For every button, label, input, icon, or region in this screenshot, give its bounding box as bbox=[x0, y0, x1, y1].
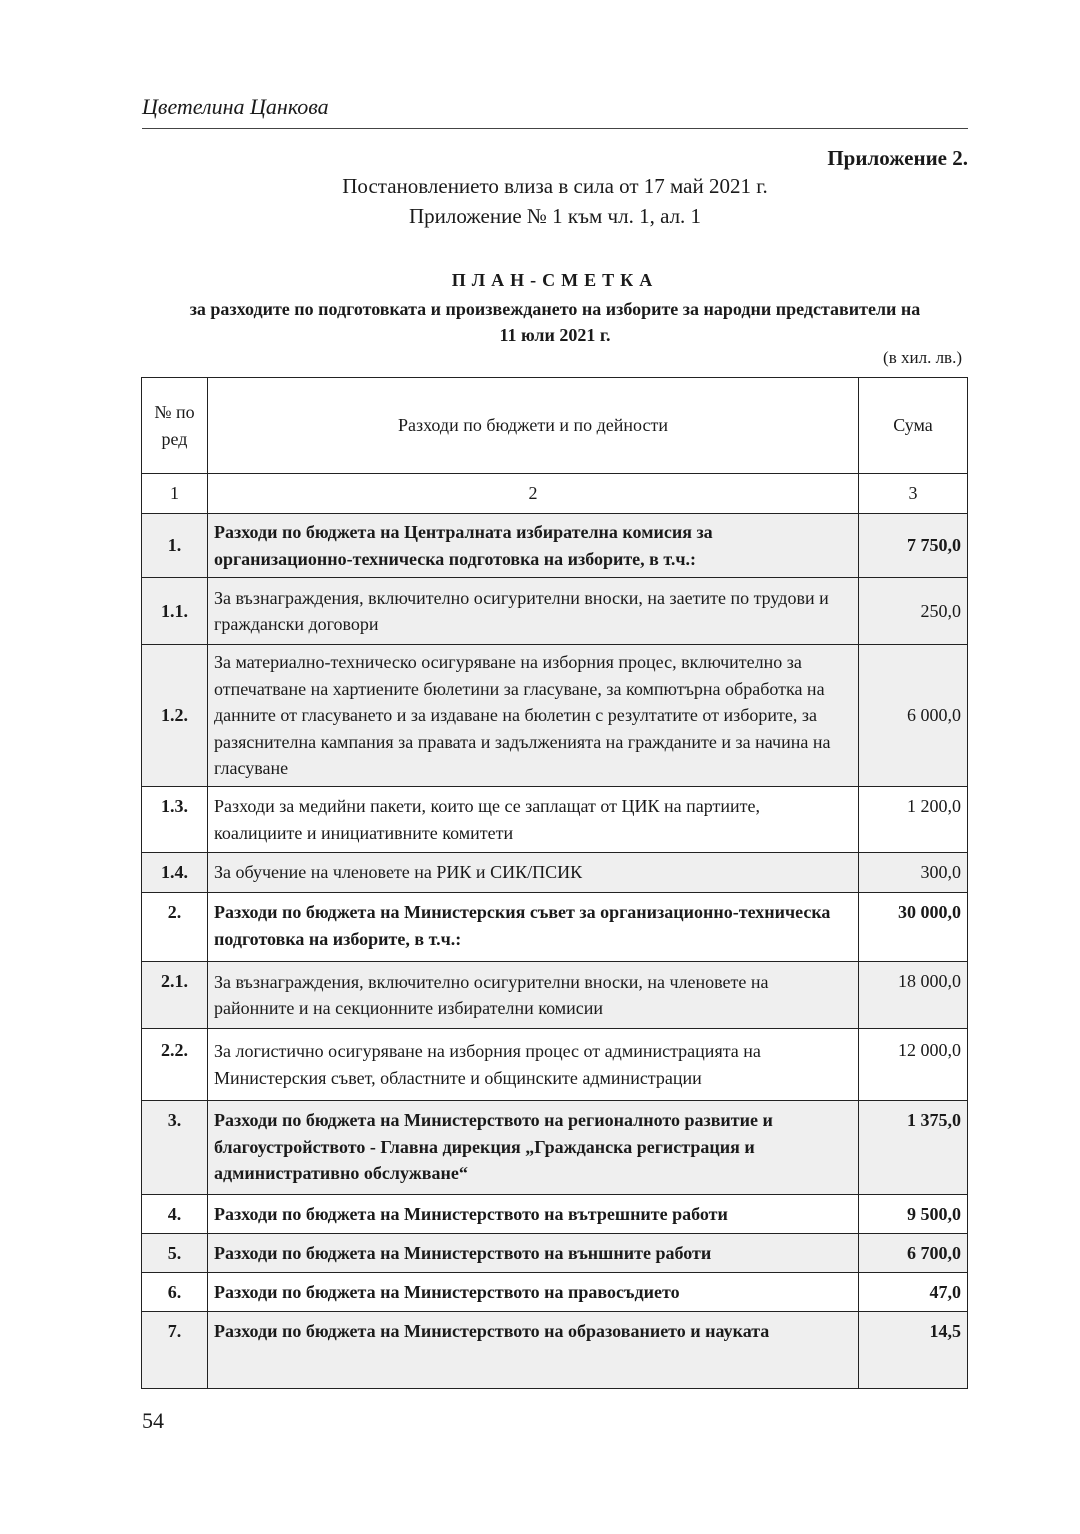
document-subtitle: за разходите по подготовката и произвеждането на изборите за народни представители на 11 юли 2021 г. bbox=[189, 299, 921, 345]
row-number: 2.1. bbox=[142, 962, 208, 1029]
table-row bbox=[142, 1312, 968, 1389]
annex-line: Приложение № 1 към чл. 1, ал. 1 bbox=[408, 204, 702, 228]
row-number: 1.3. bbox=[142, 787, 208, 853]
table-row bbox=[142, 787, 968, 853]
row-description: За логистично осигуряване на изборния процес от администрацията на Министерския съвет, областните и общинските администрации bbox=[208, 1029, 859, 1101]
row-sum: 7 750,0 bbox=[859, 514, 968, 578]
row-number: 1.2. bbox=[142, 645, 208, 787]
row-description: Разходи за медийни пакети, които ще се заплащат от ЦИК на партиите, коалициите и инициативните комитети bbox=[208, 787, 859, 853]
row-number: 4. bbox=[142, 1195, 208, 1234]
row-sum: 47,0 bbox=[859, 1273, 968, 1312]
page-number: 54 bbox=[142, 1408, 164, 1433]
row-description: За материално-техническо осигуряване на изборния процес, включително за отпечатване на хартиените бюлетини за гласуване, за компютърна обработка на данните от гласуването и за издаване на бюлетин с резултатите от изборите, за разяснителна кампания за правата и задълженията на гражданите и за начина на гласуване bbox=[208, 645, 859, 787]
row-sum: 6 000,0 bbox=[859, 645, 968, 787]
row-sum: 9 500,0 bbox=[859, 1195, 968, 1234]
table-row bbox=[142, 578, 968, 645]
row-number: 2.2. bbox=[142, 1029, 208, 1101]
row-number: 7. bbox=[142, 1312, 208, 1389]
row-sum: 300,0 bbox=[859, 853, 968, 893]
row-sum: 6 700,0 bbox=[859, 1234, 968, 1273]
row-sum: 18 000,0 bbox=[859, 962, 968, 1029]
column-number: 2 bbox=[208, 474, 859, 514]
units-note: (в хил. лв.) bbox=[883, 348, 962, 367]
row-description: Разходи по бюджета на Министерството на регионалното развитие и благоустройството - Главна дирекция „Гражданска регистрация и административно обслужване“ bbox=[208, 1101, 859, 1195]
table-row bbox=[142, 1029, 968, 1101]
column-number: 3 bbox=[859, 474, 968, 514]
row-number: 1. bbox=[142, 514, 208, 578]
row-number: 1.1. bbox=[142, 578, 208, 645]
column-number-row bbox=[142, 474, 968, 514]
row-number: 1.4. bbox=[142, 853, 208, 893]
row-sum: 14,5 bbox=[859, 1312, 968, 1389]
row-number: 5. bbox=[142, 1234, 208, 1273]
header-number: № по ред bbox=[142, 378, 208, 474]
row-description: Разходи по бюджета на Министерството на образованието и науката bbox=[208, 1312, 859, 1389]
table-row bbox=[142, 962, 968, 1029]
table-row bbox=[142, 893, 968, 962]
row-number: 3. bbox=[142, 1101, 208, 1195]
column-number: 1 bbox=[142, 474, 208, 514]
row-description: За възнаграждения, включително осигурителни вноски, на членовете на районните и на секционните избирателни комисии bbox=[208, 962, 859, 1029]
header-rule bbox=[142, 128, 968, 129]
row-description: За възнаграждения, включително осигурителни вноски, на заетите по трудови и граждански договори bbox=[208, 578, 859, 645]
table-row bbox=[142, 1195, 968, 1234]
row-number: 6. bbox=[142, 1273, 208, 1312]
budget-table bbox=[141, 377, 968, 1389]
row-sum: 250,0 bbox=[859, 578, 968, 645]
row-description: Разходи по бюджета на Централната избирателна комисия за организационно-техническа подготовка на изборите, в т.ч.: bbox=[208, 514, 859, 578]
row-description: Разходи по бюджета на Министерството на вътрешните работи bbox=[208, 1195, 859, 1234]
document-title: ПЛАН-СМЕТКА bbox=[451, 270, 659, 290]
row-sum: 1 200,0 bbox=[859, 787, 968, 853]
header-description: Разходи по бюджети и по дейности bbox=[208, 378, 859, 474]
table-header-row bbox=[142, 378, 968, 474]
row-number: 2. bbox=[142, 893, 208, 962]
table-row bbox=[142, 853, 968, 893]
table-row bbox=[142, 1101, 968, 1195]
row-sum: 30 000,0 bbox=[859, 893, 968, 962]
row-description: Разходи по бюджета на Министерството на външните работи bbox=[208, 1234, 859, 1273]
table-row bbox=[142, 1234, 968, 1273]
row-description: Разходи по бюджета на Министерството на правосъдието bbox=[208, 1273, 859, 1312]
table-row bbox=[142, 514, 968, 578]
row-description: Разходи по бюджета на Министерския съвет за организационно-техническа подготовка на изборите, в т.ч.: bbox=[208, 893, 859, 962]
table-row bbox=[142, 1273, 968, 1312]
table-row bbox=[142, 645, 968, 787]
header-sum: Сума bbox=[859, 378, 968, 474]
appendix-label: Приложение 2. bbox=[827, 146, 968, 170]
decree-line: Постановлението влиза в сила от 17 май 2021 г. bbox=[342, 174, 768, 198]
row-sum: 12 000,0 bbox=[859, 1029, 968, 1101]
row-sum: 1 375,0 bbox=[859, 1101, 968, 1195]
running-head: Цветелина Цанкова bbox=[142, 94, 329, 119]
row-description: За обучение на членовете на РИК и СИК/ПСИК bbox=[208, 853, 859, 893]
